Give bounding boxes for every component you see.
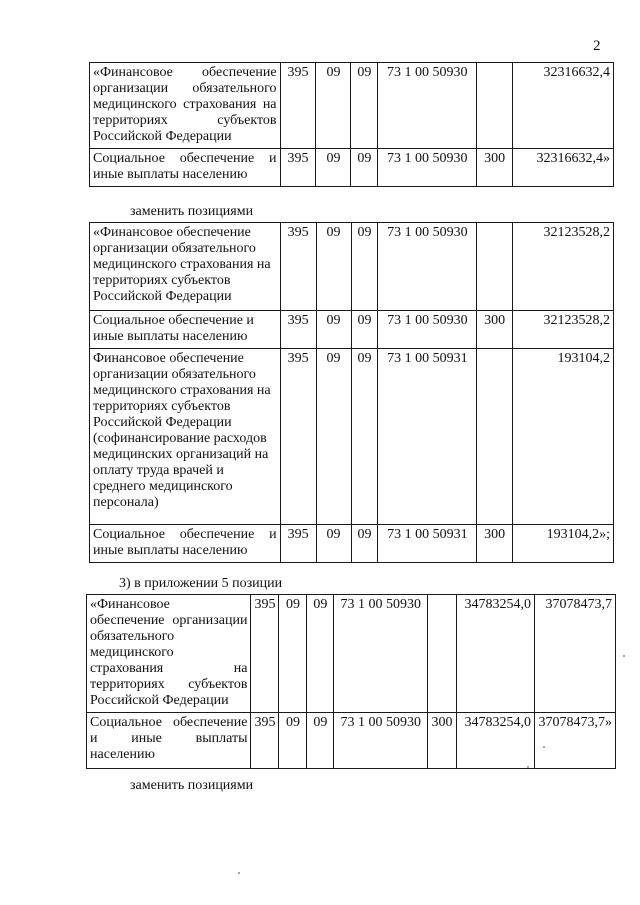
cell-rz: 09 [279, 595, 307, 713]
cell-sum: 193104,2»; [513, 525, 614, 563]
budget-table-1 [89, 62, 614, 187]
scan-speck [543, 746, 545, 748]
cell-sum: 32123528,2 [513, 223, 614, 311]
replace-note: заменить позициями [130, 204, 254, 219]
table-row [90, 349, 614, 525]
cell-grbs: 395 [280, 63, 316, 149]
cell-grbs: 395 [280, 223, 316, 311]
row-name: «Финансовое обеспечение организации обязательного медицинского страхования на территориях субъектов Российской Федерации [87, 595, 251, 713]
budget-table-2 [89, 222, 614, 563]
table-row [90, 63, 614, 149]
cell-sum: 32316632,4 [513, 63, 614, 149]
row-name: Социальное обеспечение и иные выплаты населению [90, 525, 281, 563]
cell-csr: 73 1 00 50931 [378, 349, 477, 525]
cell-sum-2: 37078473,7» [534, 713, 615, 769]
cell-grbs: 395 [251, 713, 279, 769]
cell-csr: 73 1 00 50930 [334, 713, 428, 769]
cell-pr: 09 [351, 63, 378, 149]
cell-pr: 09 [351, 525, 378, 563]
row-name: Социальное обеспечение и иные выплаты населению [90, 311, 281, 349]
table-row [87, 713, 616, 769]
cell-vr: 300 [428, 713, 457, 769]
cell-csr: 73 1 00 50930 [378, 63, 477, 149]
scan-speck [527, 766, 529, 768]
cell-csr: 73 1 00 50930 [378, 311, 477, 349]
cell-rz: 09 [316, 311, 351, 349]
cell-csr: 73 1 00 50930 [334, 595, 428, 713]
row-name: «Финансовое обеспечение организации обязательного медицинского страхования на территориях субъектов Российской Федерации [90, 63, 281, 149]
cell-vr: 300 [477, 311, 513, 349]
cell-vr [477, 63, 513, 149]
cell-pr: 09 [351, 349, 378, 525]
cell-sum: 32316632,4» [513, 149, 614, 187]
cell-grbs: 395 [280, 311, 316, 349]
replace-note: заменить позициями [130, 778, 254, 793]
row-name: «Финансовое обеспечение организации обязательного медицинского страхования на территориях субъектов Российской Федерации [90, 223, 281, 311]
scan-speck [238, 872, 240, 874]
row-name: Социальное обеспечение и иные выплаты населению [90, 149, 281, 187]
row-name: Социальное обеспечение и иные выплаты населению [87, 713, 251, 769]
cell-pr: 09 [307, 713, 334, 769]
cell-grbs: 395 [251, 595, 279, 713]
scan-speck [623, 655, 625, 657]
cell-rz: 09 [279, 713, 307, 769]
cell-rz: 09 [316, 149, 351, 187]
cell-vr: 300 [477, 149, 513, 187]
cell-rz: 09 [316, 349, 351, 525]
budget-table-3 [86, 594, 616, 769]
cell-vr [477, 223, 513, 311]
cell-rz: 09 [316, 525, 351, 563]
section-3-heading: 3) в приложении 5 позиции [119, 576, 283, 591]
cell-sum-2: 37078473,7 [534, 595, 615, 713]
cell-rz: 09 [316, 63, 351, 149]
cell-grbs: 395 [280, 349, 316, 525]
cell-pr: 09 [351, 223, 378, 311]
cell-pr: 09 [351, 311, 378, 349]
cell-sum: 32123528,2 [513, 311, 614, 349]
cell-vr [477, 349, 513, 525]
cell-csr: 73 1 00 50930 [378, 149, 477, 187]
cell-pr: 09 [307, 595, 334, 713]
cell-vr [428, 595, 457, 713]
cell-csr: 73 1 00 50931 [378, 525, 477, 563]
cell-rz: 09 [316, 223, 351, 311]
table-row [90, 149, 614, 187]
row-name: Финансовое обеспечение организации обязательного медицинского страхования на территориях субъектов Российской Федерации (софинансирование расходов медицинских организаций на оплату труда врачей и среднего медицинского персонала) [90, 349, 281, 525]
table-row [90, 311, 614, 349]
cell-sum-1: 34783254,0 [457, 713, 535, 769]
table-row [90, 223, 614, 311]
page-number: 2 [593, 38, 601, 54]
cell-pr: 09 [351, 149, 378, 187]
cell-grbs: 395 [280, 525, 316, 563]
table-row [90, 525, 614, 563]
cell-vr: 300 [477, 525, 513, 563]
cell-csr: 73 1 00 50930 [378, 223, 477, 311]
cell-grbs: 395 [280, 149, 316, 187]
table-row [87, 595, 616, 713]
cell-sum: 193104,2 [513, 349, 614, 525]
cell-sum-1: 34783254,0 [457, 595, 535, 713]
